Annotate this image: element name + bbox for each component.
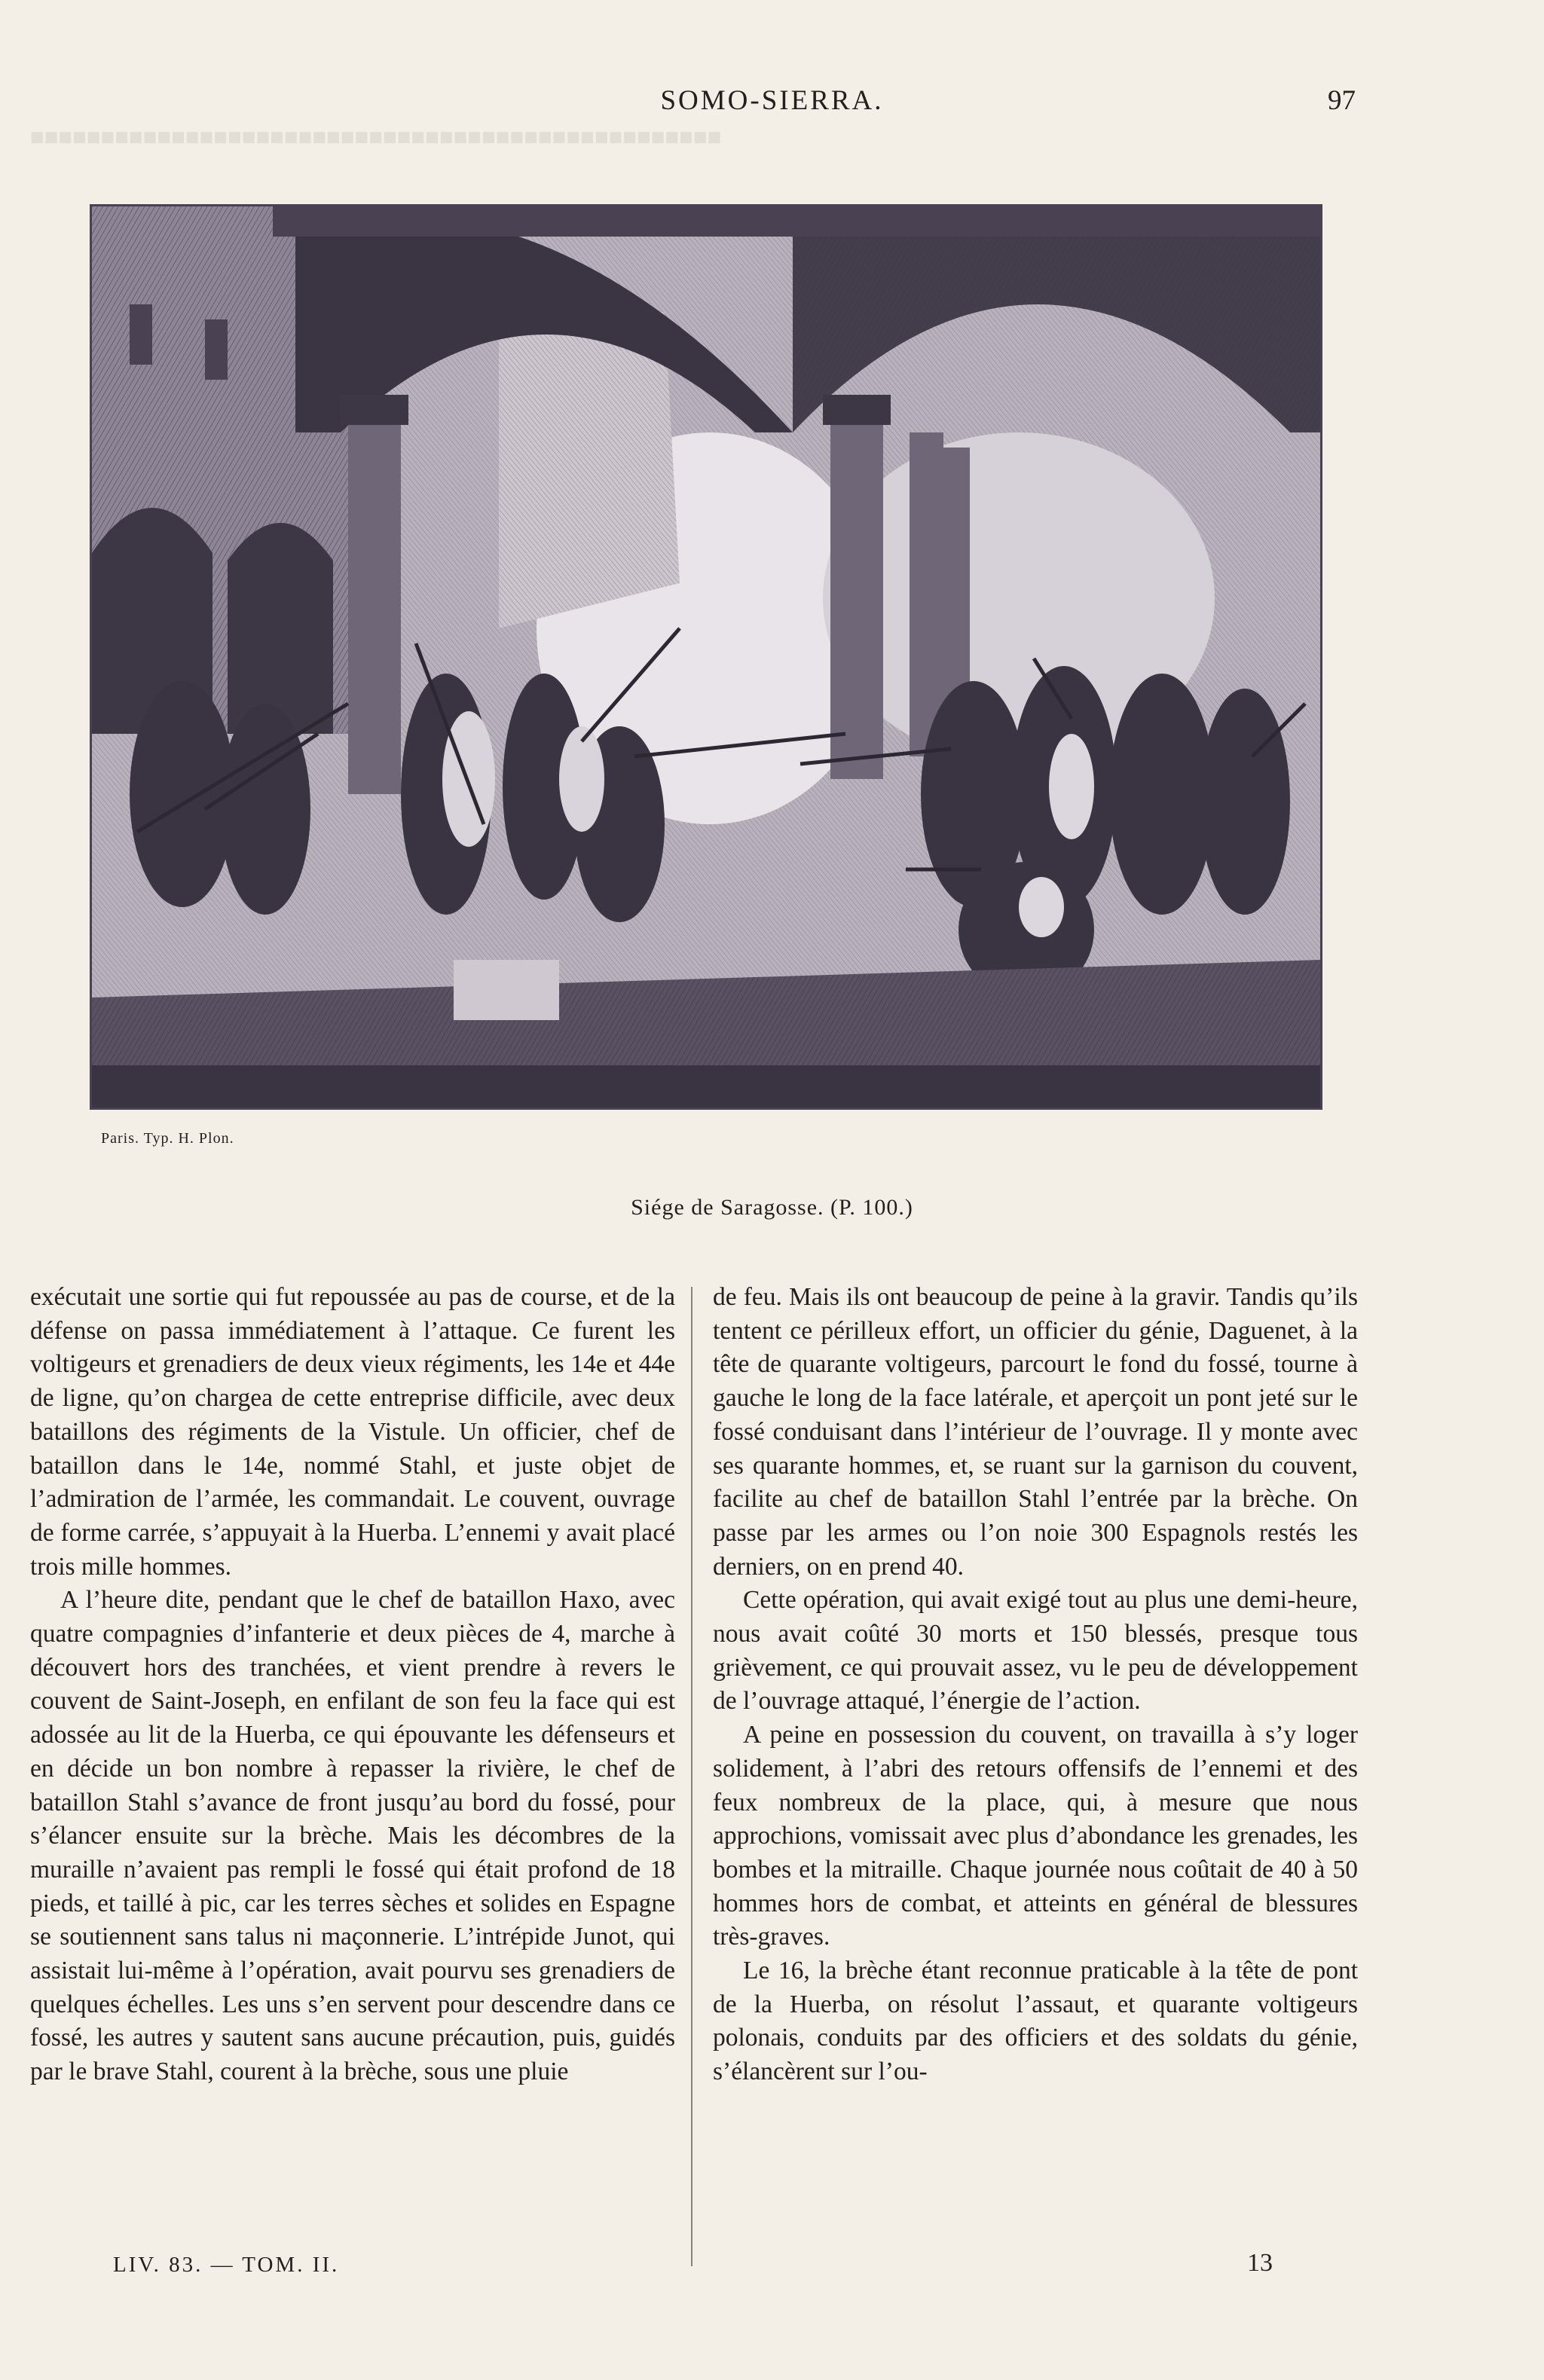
paragraph: A peine en possession du couvent, on travailla à s’y loger solidement, à l’abri des retours offensifs de l’ennemi et des feux nombreux de la place, qui, à mesure que nous approchions, vomissait avec plus d’abondance les grenades, les bombes et la mitraille. Chaque journée nous coûtait de 40 à 50 hommes hors de combat, et atteints en général de blessures très-graves.: [713, 1721, 1358, 1951]
paragraph: A l’heure dite, pendant que le chef de bataillon Haxo, avec quatre compagnies d’infanterie et deux pièces de 4, marche à découvert hors des tranchées, et vient prendre à revers le couvent de Saint-Joseph, en enfilant de son feu la face qui est adossée au lit de la Huerba, ce qui épouvante les défenseurs et en décide un bon nombre à repasser la rivière, le chef de bataillon Stahl s’avance de front jusqu’au bord du fossé, pour s’élancer ensuite sur la brèche. Mais les décombres de la muraille n’avaient pas rempli le fossé qui était profond de 18 pieds, et taillé à pic, car les terres sèches et solides en Espagne se soutiennent sans talus ni maçonnerie. L’intrépide Junot, qui assistait lui-même à l’opération, avait pourvu ses grenadiers de quelques échelles. Les uns s’en servent pour descendre dans ce fossé, les autres y sautent sans aucune précaution, puis, guidés par le brave Stahl, courent à la brèche, sous une pluie: [30, 1586, 675, 2086]
illustration-caption: Siége de Saragosse. (P. 100.): [631, 1195, 913, 1220]
footer-sheet-number: 13: [1247, 2249, 1273, 2277]
text-column-right: [713, 1281, 1358, 2089]
text-column-left: [30, 1281, 675, 2089]
footer-signature: LIV. 83. — TOM. II.: [113, 2253, 340, 2277]
show-through: ■■■■■■■■■■■■■■■■■■■■■■■■■■■■■■■■■■■■■■■■■■■■■■■■■: [30, 124, 722, 150]
printer-credit: Paris. Typ. H. Plon.: [101, 1130, 234, 1147]
paragraph: Cette opération, qui avait exigé tout au plus une demi-heure, nous avait coûté 30 morts et 150 blessés, presque tous grièvement, ce qui prouvait assez, vu le peu de développement de l’ouvrage attaqué, l’énergie de l’action.: [713, 1586, 1358, 1715]
engraving-illustration: [90, 204, 1322, 1110]
paragraph: exécutait une sortie qui fut repoussée au pas de course, et de la défense on passa immédiatement à l’attaque. Ce furent les voltigeurs et grenadiers de deux vieux régiments, les 14e et 44e de ligne, qu’on chargea de cette entreprise difficile, avec deux bataillons des régiments de la Vistule. Un officier, chef de bataillon dans le 14e, nommé Stahl, et juste objet de l’admiration de l’armée, les commandait. Le couvent, ouvrage de forme carrée, s’appuyait à la Huerba. L’ennemi y avait placé trois mille hommes.: [30, 1283, 675, 1581]
paragraph: Le 16, la brèche étant reconnue praticable à la tête de pont de la Huerba, on résolut l’assaut, et quarante voltigeurs polonais, conduits par des officiers et des soldats du génie, s’élancèrent sur l’ou-: [713, 1957, 1358, 2086]
column-divider: [691, 1287, 693, 2266]
paragraph: de feu. Mais ils ont beaucoup de peine à la gravir. Tandis qu’ils tentent ce périlleux effort, un officier du génie, Daguenet, à la tête de quarante voltigeurs, parcourt le fond du fossé, tourne à gauche le long de la face latérale, et aperçoit un pont jeté sur le fossé conduisant dans l’intérieur de l’ouvrage. Il y monte avec ses quarante hommes, et, se ruant sur la garnison du couvent, facilite au chef de bataillon Stahl l’entrée par la brèche. On passe par les armes ou l’on noie 300 Espagnols restés les derniers, on en prend 40.: [713, 1283, 1358, 1581]
siege-engraving: [92, 206, 1320, 1108]
page-number: 97: [1328, 85, 1356, 116]
running-header-title: SOMO-SIERRA.: [660, 85, 884, 116]
